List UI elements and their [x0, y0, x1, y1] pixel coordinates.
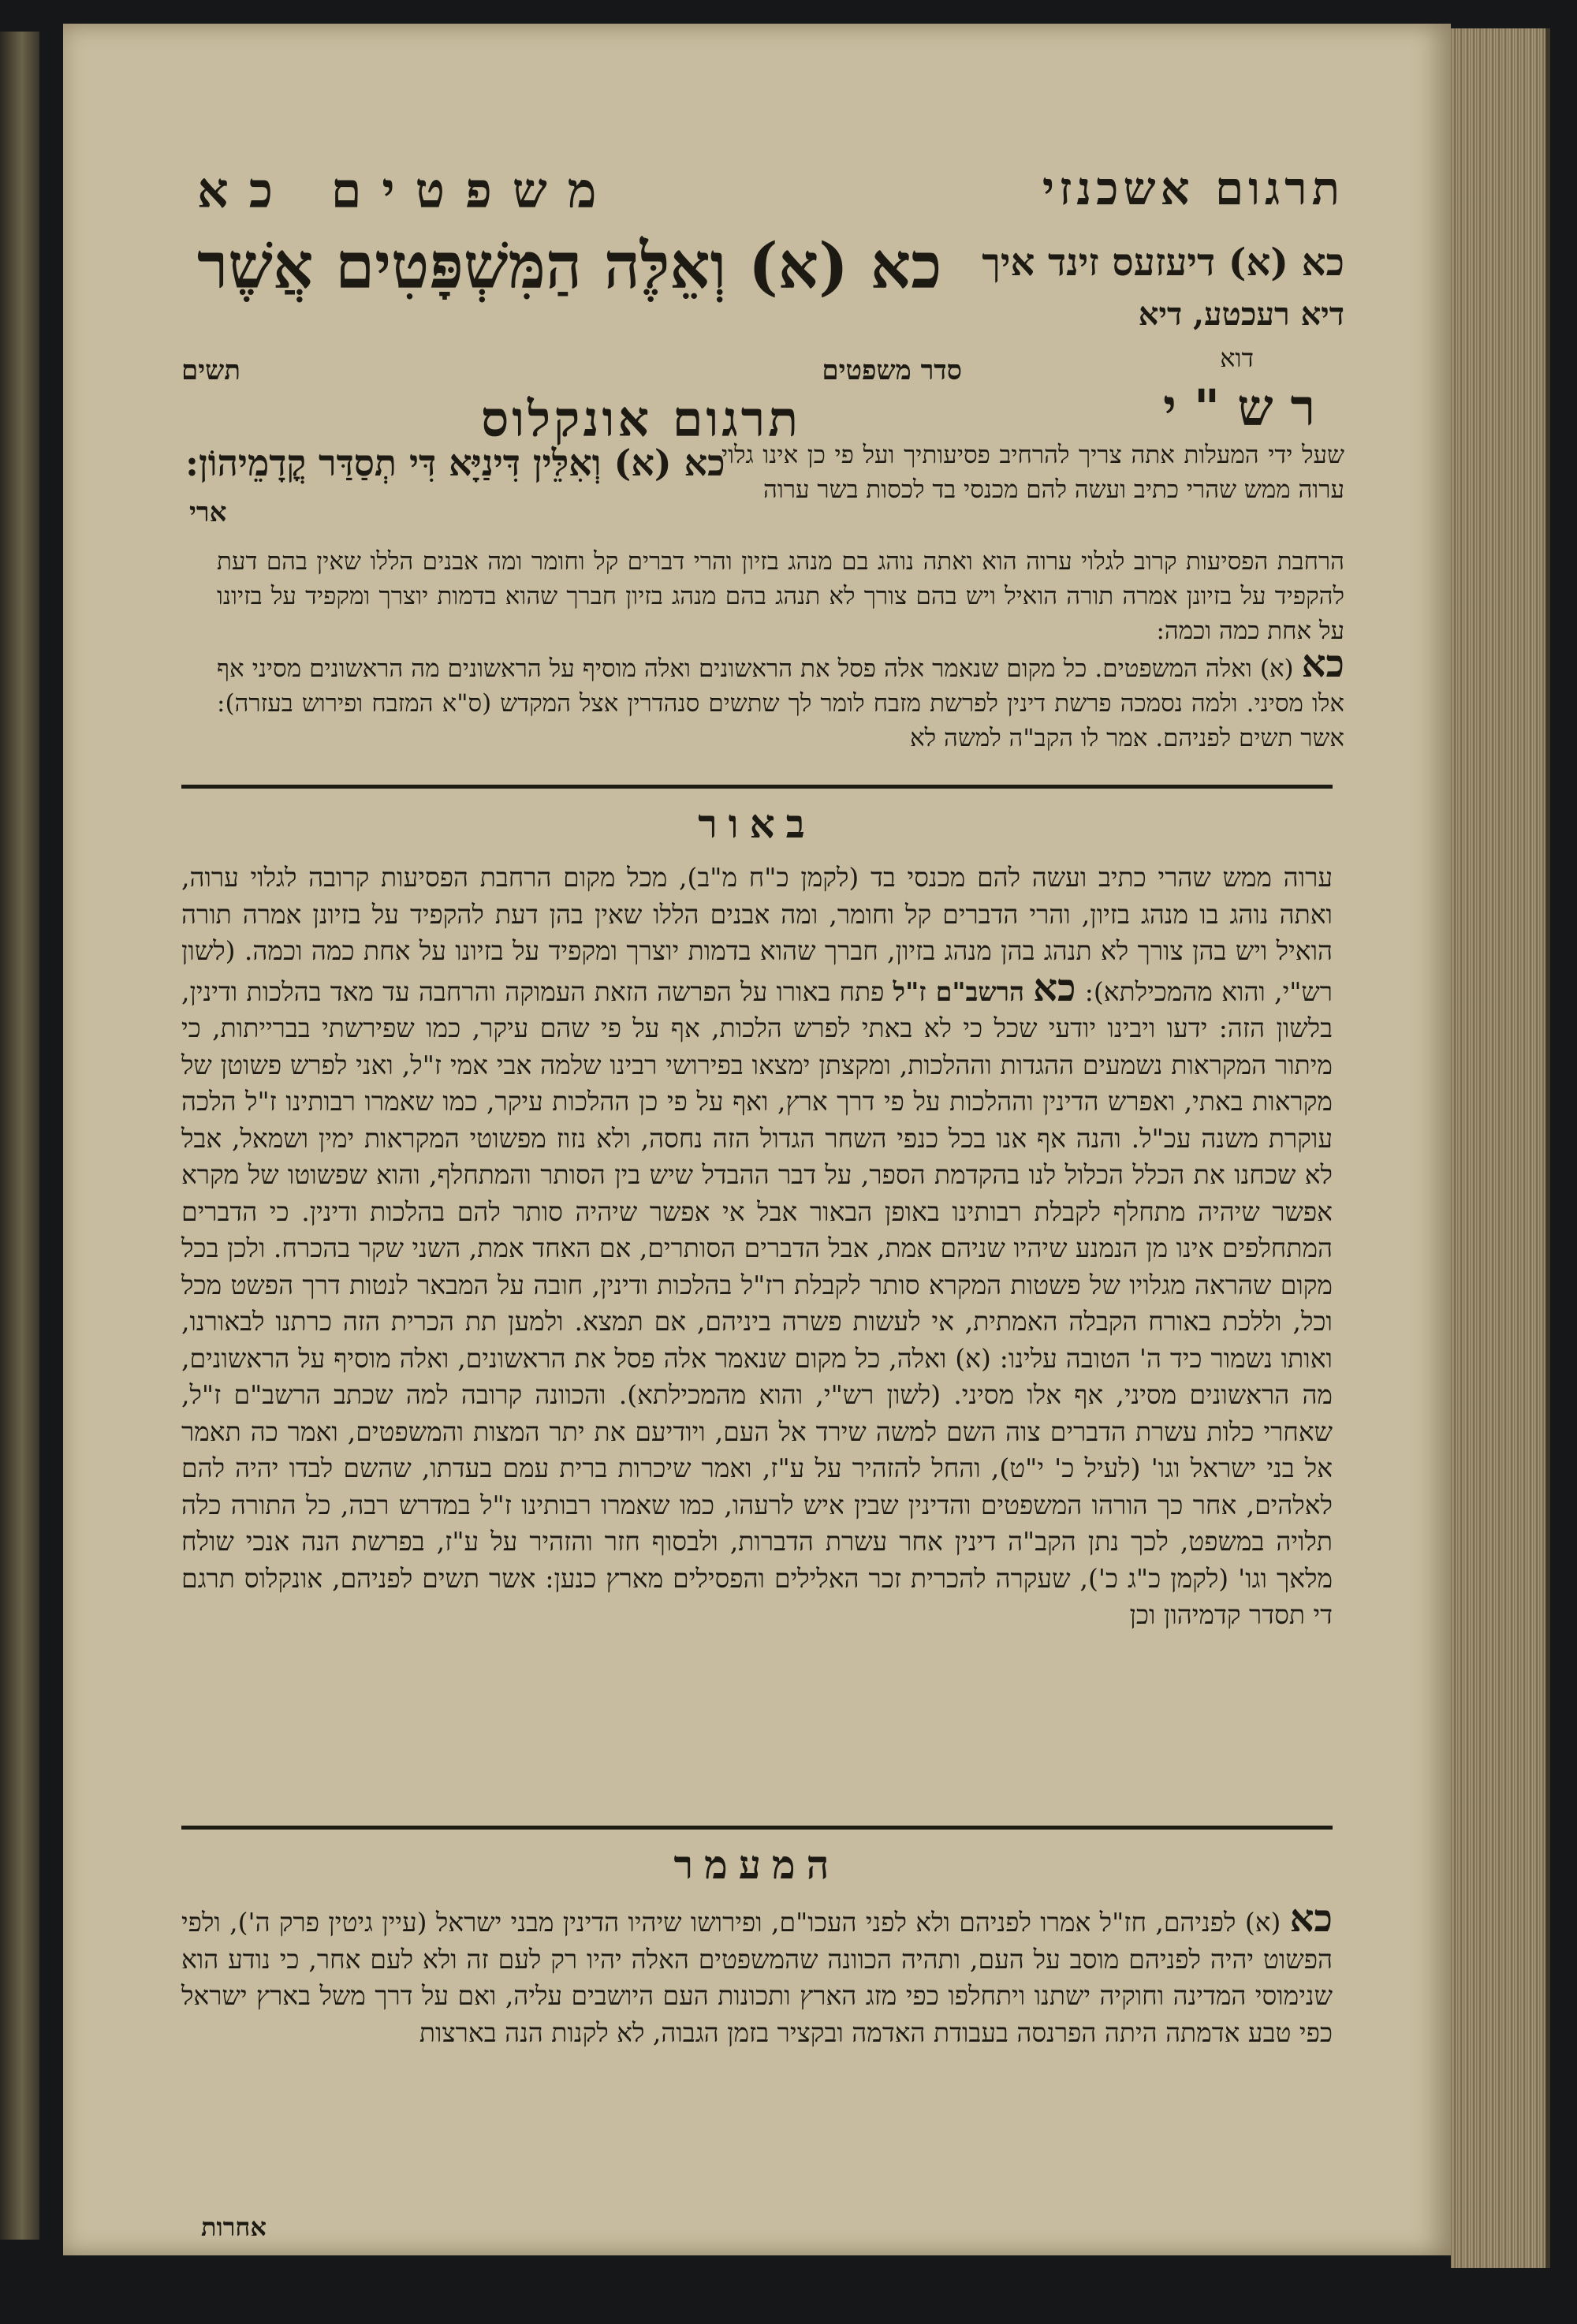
divider-rule-2: [181, 1826, 1333, 1830]
divider-rule-1: [181, 785, 1333, 789]
running-header-right: תרגום אשכנזי: [1042, 162, 1344, 215]
hamaamar-chapter-lead: כא: [1289, 1897, 1333, 1941]
biur-para-1: ערוה ממש שהרי כתיב ועשה להם מכנסי בד (לקמן כ"ח מ"ב), מכל מקום הרחבת הפסיעות קרובה לגלוי ערוה, ואתה נוהג בו מנהג בזיון, והרי הדברים קל וחומר, ומה אבנים הללו שאין בהן דעת להקפיד על בזיונן אמרה תורה הואיל ויש בהן צורך לא תנהג בהן מנהג בזיון, חברך שהוא בדמות יוצרך ומקפיד על בזיונו על אחת כמה וכמה. (לשון רש"י, והוא מהמכילתא):: [181, 862, 1333, 1007]
rashi-top-text: שעל ידי המעלות אתה צריך להרחיב פסיעותיך ועל פי כן אינו גלוי ערוה ממש שהרי כתיב ועשה להם מכנסי בד לכסות בשר ערוה: [721, 441, 1344, 504]
book-page: [63, 24, 1451, 2255]
footer-catchword: אחרות: [201, 2212, 267, 2242]
hamaamar-title: המעמר: [673, 1841, 841, 1888]
book-spine-left: [0, 32, 39, 2240]
rashi-main-text: (א) ואלה המשפטים. כל מקום שנאמר אלה פסל את הראשונים ואלה מוסיף על הראשונים מה הראשונים מסיני אף אלו מסיני. ולמה נסמכה פרשת דינין לפרשת מזבח לומר לך שתשים סנהדרין אצל המקדש (ס"א המזבח ופירוש בעזרה): אשר תשים לפניהם. אמר לו הקב"ה למשה לא: [217, 655, 1344, 752]
biur-lead-label: הרשב"ם ז"ל: [893, 975, 1024, 1007]
seder-label: סדר משפטים: [822, 355, 962, 386]
biur-para-2: בלשון הזה: ידעו ויבינו יודעי שכל כי לא באתי לפרש הלכות, אף על פי שהם עיקר, כמו שפירשתי בברייתות, כי מיתור המקראות נשמעים ההגדות וההלכות, ומקצתן ימצאו בפירושי רבינו שלמה אבי אמי ז"ל, ואני לפרש פשוטן של מקראות באתי, ואפרש הדינין וההלכות על פי דרך ארץ, ואף על פי כן ההלכות עיקר, כמו שאמרו רבותינו ז"ל הלכה עוקרת משנה עכ"ל. והנה אף אנו בכל כנפי השחר הגדול הזה נחסה, ולא נזוז מפשוטי המקראות ימין ושמאל, אבל לא שכחנו את הכלל הכלול לנו בהקדמת הספר, על דבר ההבדל שיש בין הסותר והמתחלף, והוא שפשוטו של מקרא אפשר שיהיה מתחלף לקבלת רבותינו באופן הבאור אבל אי אפשר שיהיה סותר להם בהלכות ודינין. כי הדברים המתחלפים אינו מן הנמנע שיהיו שניהם אמת, אבל הדברים הסותרים, אם האחד אמת, השני שקר בהכרח. ולכן בכל מקום שהראה מגלויו של פשטות המקרא סותר לקבלת רז"ל בהלכות ודינין, חובה על המבאר לנטות דרך הפשט מכל וכל, וללכת באורח הקבלה האמתית, אי לעשות פשרה ביניהם, אם תמצא. ולמען תת הכרית הזה כרתנו לבאורנו, ואותו נשמור כיד ה' הטובה עלינו: (א) ואלה, כל מקום שנאמר אלה פסל את הראשונים, ואלה מוסיף על הראשונים, מה הראשונים מסיני, אף אלו מסיני. (לשון רש"י, והוא מהמכילתא). והכוונה קרובה למה שכתב הרשב"ם ז"ל, שאחרי כלות עשרת הדברים צוה השם למשה שירד אל העם, ויודיעם את יתר המצות והמשפטים, ואמר כה תאמר אל בני ישראל וגו' (לעיל כ' י"ט), והחל להזהיר על ע"ז, ואמר שיכרות ברית עמם בעדתו, שהשם לבדו יהיה להם לאלהים, אחר כך הורהו המשפטים והדינין שבין איש לרעהו, כמו שאמרו רבותינו ז"ל במדרש רבה, כל התורה כלה תלויה במשפט, לכך נתן הקב"ה דינין אחר עשרת הדברות, ולבסוף חזר והזהיר על ע"ז, בפרשת הנה אנכי שולח מלאך וגו' (לקמן כ"ג כ'), שעקרה להכרית זכר האלילים והפסילים מארץ כנען: אשר תשים לפניהם, אונקלוס תרגם די תסדר קדמיהון וכן: [181, 1013, 1333, 1630]
german-translation-line-1: כא (א) דיעזעס זינד איך: [982, 241, 1344, 285]
onkelos-text: כא (א) וְאִלֵּין דִּינַיָּא דִּי תְסַדַּר קֳדָמֵיהוֹן:: [185, 442, 725, 484]
hamaamar-body: (א) לפניהם, חז"ל אמרו לפניהם ולא לפני העכו"ם, ופירושו שיהיו הדינין מבני ישראל (עיין גיטין פרק ה'), ולפי הפשוט יהיה לפניהם מוסב על העם, ותהיה הכוונה שהמשפטים האלה יהיו רק לעם זה ולא לעם אחר, כי נודע הוא שנימוסי המדינה וחוקיה ישתנו ויתחלפו כפי מזג הארץ ותכונות העם היושבים עליה, ואם על דרך משל בארץ ישראל כפי טבע אדמתה היתה הפרנסה בעבודת האדמה ובקציר בזמן הגבוה, לא לקנות הנה בארצות: [181, 1907, 1333, 2048]
biur-text: [181, 860, 1333, 1634]
page-stack-edge: [1451, 28, 1550, 2268]
rashi-title: רש"י: [1163, 379, 1333, 438]
biur-chapter-lead: כא: [1033, 965, 1076, 1010]
hamaamar-text: [181, 1897, 1333, 2051]
verse-title: כא (א) וְאֵלֶּה הַמִּשְׁפָּטִים אֲשֶׁר: [197, 229, 942, 303]
rashi-mid-text: הרחבת הפסיעות קרוב לגלוי ערוה הוא ואתה נוהג בם מנהג בזיון והרי דברים קל וחומר ומה אבנים הללו שאין בהם דעת להקפיד על בזיונן אמרה תורה הואיל ויש בהם צורך לא תנהג בהם מנהג בזיון חברך שהוא בדמות יוצרך ומקפיד על בזיונו על אחת כמה וכמה:: [217, 547, 1344, 645]
biur-title: באור: [698, 800, 816, 847]
german-translation-line-3: דוא: [1220, 343, 1254, 373]
rashi-chapter-lead: כא: [1301, 642, 1344, 686]
catchword-top: תשים: [181, 355, 240, 386]
onkelos-title: תרגום אונקלוס: [481, 390, 802, 448]
biur-lead-text: פתח באורו על הפרשה הזאת העמוקה והרחבה עד מאד בהלכות ודינין,: [181, 975, 885, 1007]
rashi-main-paragraph: [217, 642, 1344, 755]
onkelos-catchword: ארי: [189, 497, 227, 528]
running-header-left: משפטים כא: [197, 162, 617, 219]
german-translation-line-2: דיא רעכטע, דיא: [1138, 296, 1344, 333]
